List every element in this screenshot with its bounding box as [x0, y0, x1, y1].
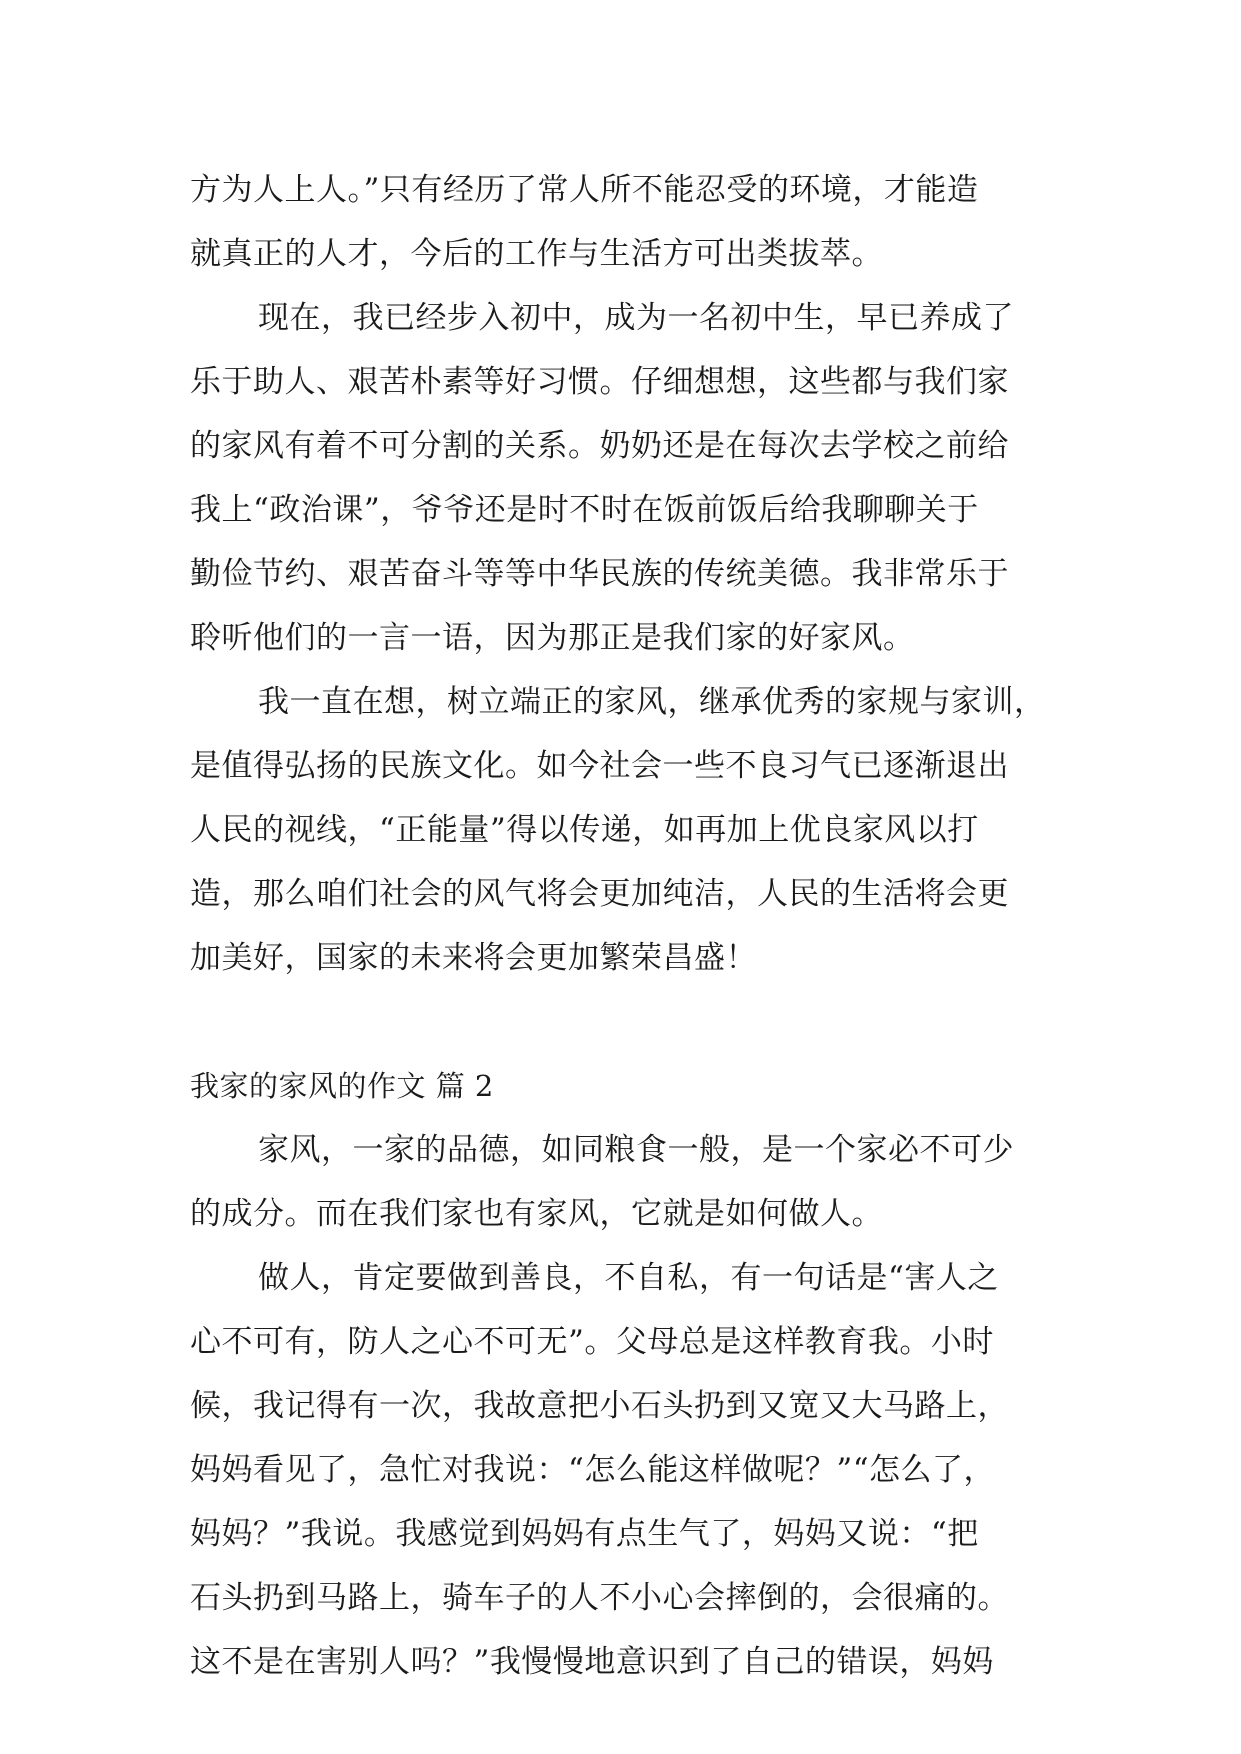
text-line: 妈妈？”我说。我感觉到妈妈有点生气了，妈妈又说：“把: [190, 1516, 979, 1552]
text-line: 勤俭节约、艰苦奋斗等等中华民族的传统美德。我非常乐于: [190, 556, 1009, 592]
text-line: 石头扔到马路上，骑车子的人不小心会摔倒的，会很痛的。: [190, 1580, 1009, 1616]
text-line: 我上“政治课”，爷爷还是时不时在饭前饭后给我聊聊关于: [190, 492, 979, 528]
paragraph: [190, 670, 1070, 990]
text-line: 心不可有，防人之心不可无”。父母总是这样教育我。小时: [190, 1324, 994, 1360]
paragraph: [190, 1246, 1070, 1694]
paragraph: [190, 158, 1070, 286]
text-line: 造，那么咱们社会的风气将会更加纯洁，人民的生活将会更: [190, 876, 1009, 912]
text-line: 我一直在想，树立端正的家风，继承优秀的家规与家训，: [258, 684, 1046, 720]
essay-body: [190, 158, 1070, 1694]
paragraph: [190, 1118, 1070, 1246]
paragraph: [190, 286, 1070, 670]
text-line: 妈妈看见了，急忙对我说：“怎么能这样做呢？”“怎么了，: [190, 1452, 996, 1488]
text-line: 现在，我已经步入初中，成为一名初中生，早已养成了: [258, 300, 1014, 336]
section-spacer: [190, 990, 1070, 1054]
text-line: 乐于助人、艰苦朴素等好习惯。仔细想想，这些都与我们家: [190, 364, 1009, 400]
text-line: 加美好，国家的未来将会更加繁荣昌盛！: [190, 940, 757, 976]
text-line: 的成分。而在我们家也有家风，它就是如何做人。: [190, 1196, 883, 1232]
text-line: 家风，一家的品德，如同粮食一般，是一个家必不可少: [258, 1132, 1014, 1168]
text-line: 的家风有着不可分割的关系。奶奶还是在每次去学校之前给: [190, 428, 1009, 464]
text-line: 做人，肯定要做到善良，不自私，有一句话是“害人之: [258, 1260, 999, 1296]
text-line: 聆听他们的一言一语，因为那正是我们家的好家风。: [190, 620, 915, 656]
text-line: 候，我记得有一次，我故意把小石头扔到又宽又大马路上，: [190, 1388, 1009, 1424]
text-line: 这不是在害别人吗？”我慢慢地意识到了自己的错误，妈妈: [190, 1644, 994, 1680]
text-line: 就真正的人才，今后的工作与生活方可出类拔萃。: [190, 236, 883, 272]
text-line: 是值得弘扬的民族文化。如今社会一些不良习气已逐渐退出: [190, 748, 1009, 784]
section-heading: 我家的家风的作文 篇 2: [190, 1069, 494, 1103]
text-line: 人民的视线，“正能量”得以传递，如再加上优良家风以打: [190, 812, 979, 848]
text-line: 方为人上人。”只有经历了常人所不能忍受的环境，才能造: [190, 172, 979, 208]
